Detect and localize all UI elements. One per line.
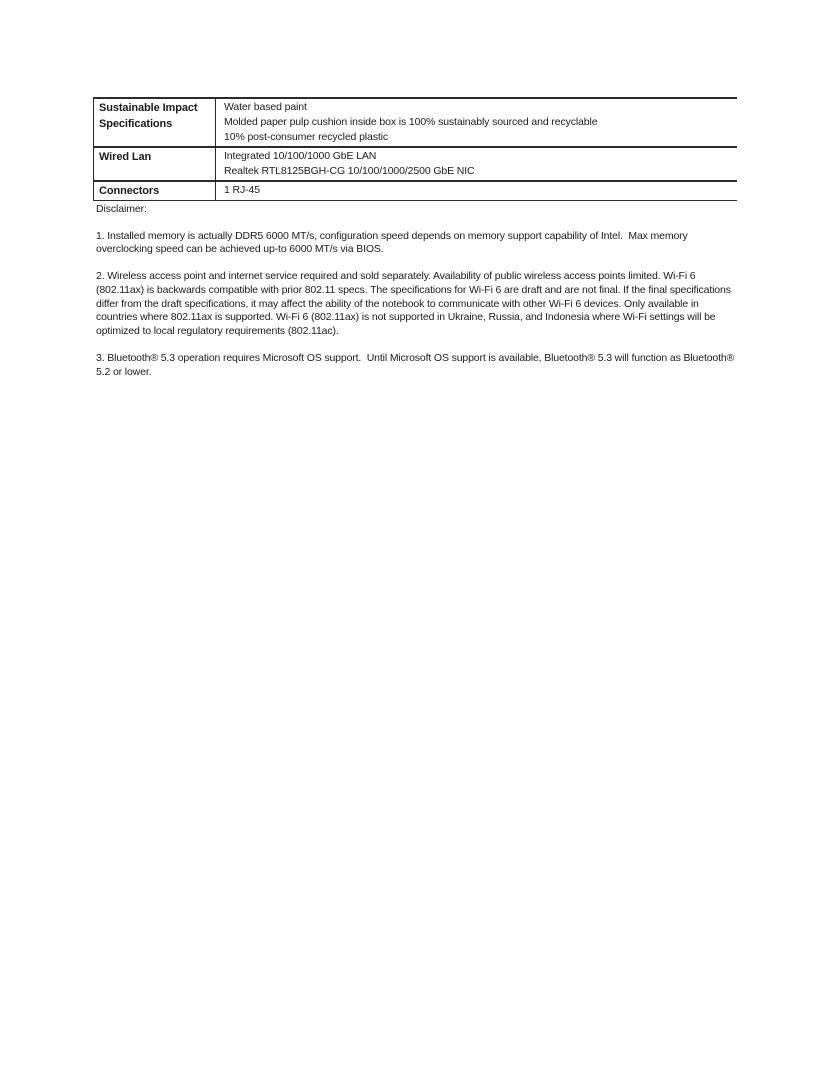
spec-value-line: Integrated 10/100/1000 GbE LAN <box>224 150 377 162</box>
disclaimer-paragraph-1: 1. Installed memory is actually DDR5 6000 MT/s, configuration speed depends on memory support capability of Intel. Max memory overclocking speed can be achieved up-to 6000 MT/s via BIOS. <box>96 229 691 256</box>
spec-value-cell <box>216 147 738 181</box>
disclaimer-heading: Disclaimer: <box>96 203 147 215</box>
disclaimer-paragraph-3: 3. Bluetooth® 5.3 operation requires Microsoft OS support. Until Microsoft OS support is available, Bluetooth® 5.3 will function as Bluetooth® 5.2 or lower. <box>96 352 737 378</box>
spec-value-cell <box>216 181 738 201</box>
spec-table <box>93 97 737 201</box>
spec-value-cell <box>216 98 738 147</box>
spec-label: Wired Lan <box>94 147 216 181</box>
disclaimer-paragraph-2: 2. Wireless access point and internet service required and sold separately. Availability of public wireless access points limited. Wi-Fi 6 (802.11ax) is backwards compatible with prior 802.11 specs. The specifications for Wi-Fi 6 are draft and are not final. If the final specifications differ from the draft specifications, it may affect the ability of the notebook to communicate with other Wi-Fi 6 devices. Only available in countries where 802.11ax is supported. Wi-Fi 6 (802.11ax) is not supported in Ukraine, Russia, and Indonesia where Wi-Fi settings will be optimized to local regulatory requirements (802.11ac). <box>96 270 734 338</box>
table-row-connectors <box>94 181 738 201</box>
spec-value-line: Molded paper pulp cushion inside box is 100% sustainably sourced and recyclable <box>224 116 598 128</box>
document-content <box>93 97 737 380</box>
table-row-sustainable-impact <box>94 98 738 147</box>
spec-value-line: 1 RJ-45 <box>224 184 260 196</box>
spec-label: Sustainable Impact Specifications <box>94 98 216 147</box>
spec-value-line: Realtek RTL8125BGH-CG 10/100/1000/2500 GbE NIC <box>224 165 475 177</box>
spec-value-line: Water based paint <box>224 101 307 113</box>
spec-label: Connectors <box>94 181 216 201</box>
table-row-wired-lan <box>94 147 738 181</box>
spec-value-line: 10% post-consumer recycled plastic <box>224 131 388 143</box>
